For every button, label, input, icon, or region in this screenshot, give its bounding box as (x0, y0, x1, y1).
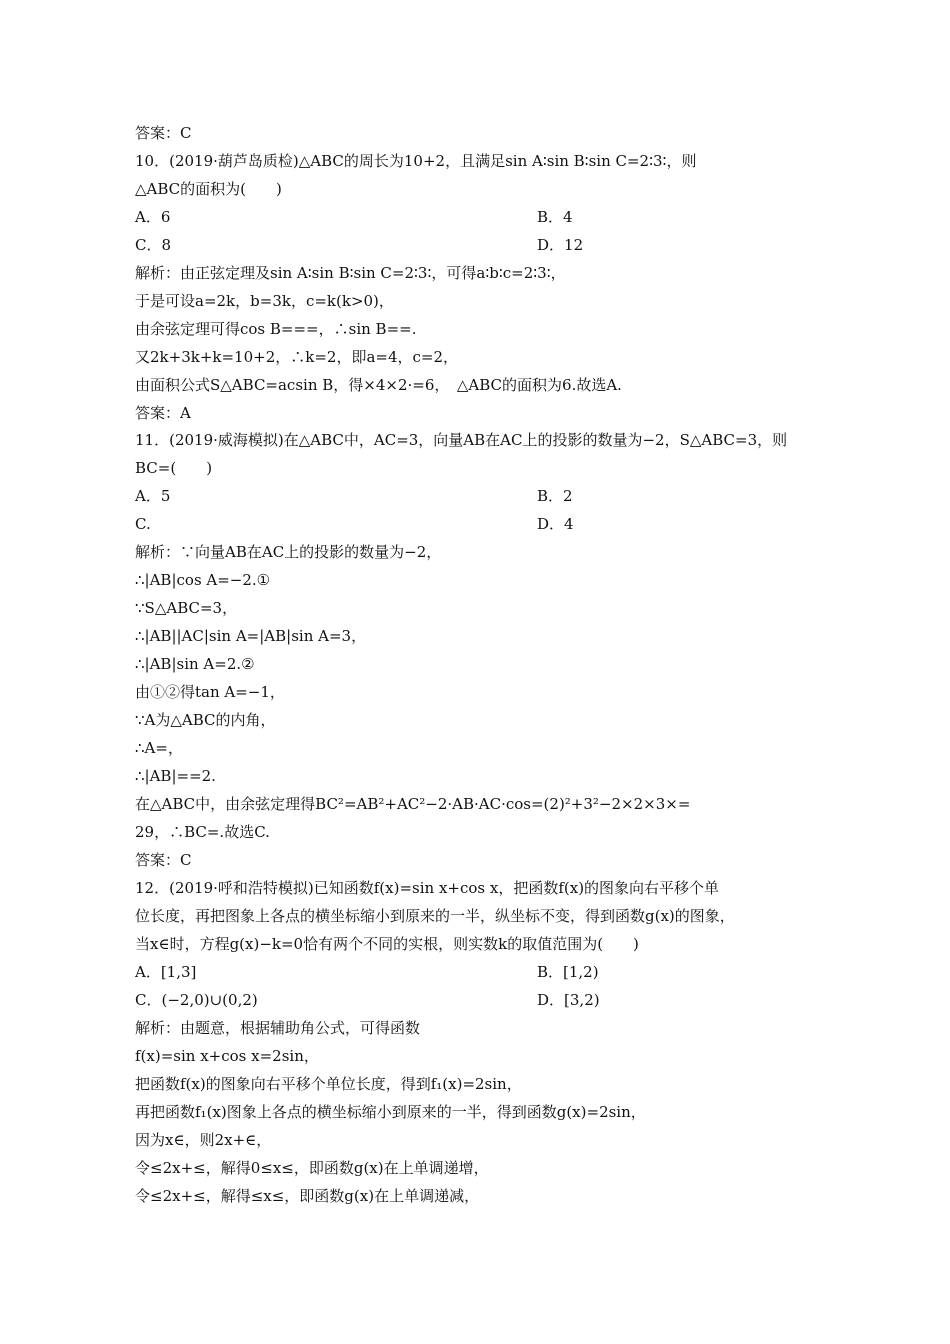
text-line: C. (135, 515, 151, 533)
text-line: 把函数f(x)的图象向右平移个单位长度，得到f₁(x)=2sin， (135, 1075, 522, 1093)
text-line: ∴|AB|==2. (135, 767, 216, 785)
text-line: 29，∴BC=.故选C. (135, 823, 270, 841)
text-line: f(x)=sin x+cos x=2sin， (135, 1047, 319, 1065)
text-line: 解析：∵向量AB在AC上的投影的数量为−2， (135, 543, 442, 561)
text-line: C．(−2,0)∪(0,2) (135, 991, 258, 1009)
text-line: 答案：A (135, 404, 191, 422)
text-line: ∵A为△ABC的内角， (135, 711, 276, 729)
text-line: A．5 (135, 487, 171, 505)
text-line: C．8 (135, 236, 172, 254)
text-line: ∴|AB|cos A=−2.① (135, 571, 271, 589)
text-line: 令≤2x+≤，解得0≤x≤，即函数g(x)在上单调递增， (135, 1159, 489, 1177)
text-line: △ABC的面积为( ) (135, 180, 282, 198)
text-line: 在△ABC中，由余弦定理得BC²=AB²+AC²−2·AB·AC·cos=(2)²+3²−2×2×3×= (135, 795, 691, 813)
text-line: 解析：由正弦定理及sin A∶sin B∶sin C=2∶3∶，可得a∶b∶c=2∶3∶， (135, 264, 566, 282)
text-line: 由余弦定理可得cos B===，∴sin B==. (135, 320, 417, 338)
text-line: ∴|AB||AC|sin A=|AB|sin A=3， (135, 627, 367, 645)
answer-option: B．2 (537, 487, 573, 505)
text-line: 10．(2019·葫芦岛质检)△ABC的周长为10+2，且满足sin A∶sin B∶sin C=2∶3∶，则 (135, 152, 697, 170)
text-line: 由面积公式S△ABC=acsin B，得×4×2·=6， △ABC的面积为6.故选A. (135, 376, 622, 394)
text-line: ∴A=， (135, 739, 183, 757)
text-line: ∵S△ABC=3， (135, 599, 238, 617)
text-line: 12．(2019·呼和浩特模拟)已知函数f(x)=sin x+cos x，把函数f(x)的图象向右平移个单 (135, 879, 720, 897)
answer-option: D．12 (537, 236, 584, 254)
answer-option: D．4 (537, 515, 574, 533)
text-line: 11．(2019·威海模拟)在△ABC中，AC=3，向量AB在AC上的投影的数量为−2，S△ABC=3，则 (135, 431, 788, 449)
text-line: 答案：C (135, 124, 192, 142)
text-line: 由①②得tan A=−1， (135, 683, 285, 701)
answer-option: B．[1,2) (537, 963, 599, 981)
text-line: 解析：由题意，根据辅助角公式，可得函数 (135, 1019, 421, 1037)
text-line: BC=( ) (135, 459, 213, 477)
text-line: 当x∈时，方程g(x)−k=0恰有两个不同的实根，则实数k的取值范围为( ) (135, 935, 639, 953)
answer-option: D．[3,2) (537, 991, 600, 1009)
text-line: 因为x∈，则2x+∈， (135, 1131, 272, 1149)
text-line: 再把函数f₁(x)图象上各点的横坐标缩小到原来的一半，得到函数g(x)=2sin， (135, 1103, 646, 1121)
text-line: 位长度，再把图象上各点的横坐标缩小到原来的一半，纵坐标不变，得到函数g(x)的图象， (135, 907, 735, 925)
text-line: 令≤2x+≤，解得≤x≤，即函数g(x)在上单调递减， (135, 1187, 480, 1205)
text-line: ∴|AB|sin A=2.② (135, 655, 255, 673)
text-line: A．6 (135, 208, 171, 226)
text-line: 又2k+3k+k=10+2，∴k=2，即a=4，c=2， (135, 348, 459, 366)
text-line: A．[1,3] (135, 963, 197, 981)
answer-option: B．4 (537, 208, 573, 226)
text-line: 于是可设a=2k，b=3k，c=k(k>0)， (135, 292, 394, 310)
text-line: 答案：C (135, 851, 192, 869)
